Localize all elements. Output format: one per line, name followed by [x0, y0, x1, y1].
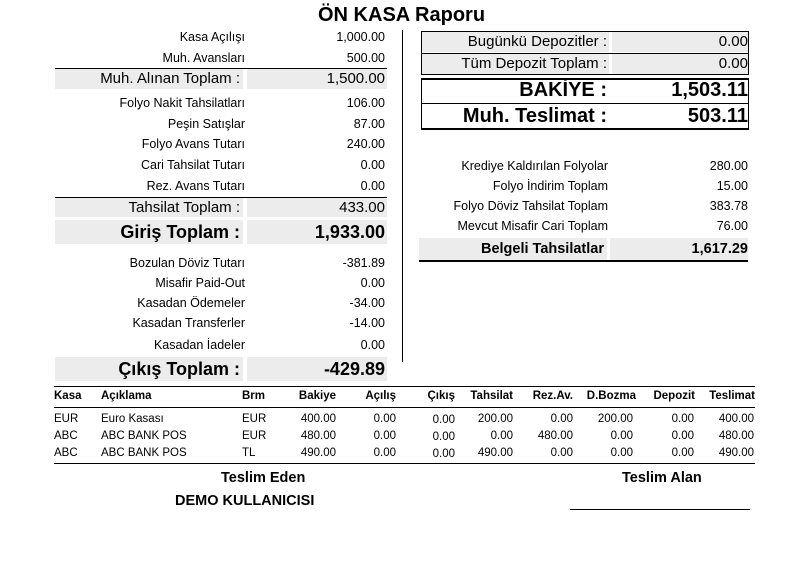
cell-acilis: 0.00 — [373, 447, 396, 459]
divider — [748, 31, 749, 75]
divider — [55, 68, 387, 69]
cell-aciklama: ABC BANK POS — [101, 430, 187, 442]
rez-avans-label: Rez. Avans Tutarı — [146, 179, 245, 193]
cell-kasa: ABC — [54, 430, 78, 442]
cell-dbozma: 200.00 — [597, 413, 633, 425]
divider — [421, 53, 749, 54]
divider — [421, 128, 749, 130]
divider — [421, 31, 749, 32]
tum-depozit-value: 0.00 — [718, 55, 748, 72]
cell-depozit: 0.00 — [671, 447, 694, 459]
mevcut-misafir-value: 76.00 — [716, 219, 748, 233]
col-tahsilat: Tahsilat — [470, 390, 513, 402]
col-rezav: Rez.Av. — [532, 390, 573, 402]
belgeli-label: Belgeli Tahsilatlar — [480, 241, 604, 257]
tahsilat-toplam-value: 433.00 — [339, 199, 385, 216]
krediye-kaldirilan-label: Krediye Kaldırılan Folyolar — [461, 159, 608, 173]
cell-bakiye: 400.00 — [300, 413, 336, 425]
cell-bakiye: 480.00 — [300, 430, 336, 442]
col-bakiye: Bakiye — [298, 390, 336, 402]
folyo-nakit-value: 106.00 — [346, 96, 385, 110]
divider — [421, 78, 422, 130]
muh-teslimat-label: Muh. Teslimat : — [462, 105, 607, 127]
cikis-toplam-value: -429.89 — [323, 359, 385, 379]
pesin-satislar-label: Peşin Satışlar — [167, 117, 245, 131]
kasadan-odemeler-value: -34.00 — [349, 296, 385, 310]
divider — [421, 31, 422, 75]
cell-cikis: 0.00 — [432, 414, 455, 426]
folyo-doviz-value: 383.78 — [709, 199, 748, 213]
table-bottom-border — [54, 463, 755, 464]
kasadan-transferler-label: Kasadan Transferler — [132, 316, 245, 330]
giris-toplam-label: Giriş Toplam : — [120, 222, 240, 242]
col-acilis: Açılış — [365, 390, 396, 402]
cell-depozit: 0.00 — [671, 430, 694, 442]
folyo-avans-value: 240.00 — [346, 137, 385, 151]
cell-bakiye: 490.00 — [300, 447, 336, 459]
cell-rezav: 0.00 — [550, 413, 573, 425]
divider — [421, 103, 749, 104]
mevcut-misafir-label: Mevcut Misafir Cari Toplam — [457, 219, 608, 233]
divider — [55, 197, 387, 198]
folyo-doviz-label: Folyo Döviz Tahsilat Toplam — [453, 199, 608, 213]
col-cikis: Çıkış — [427, 390, 455, 402]
cell-brm: EUR — [242, 430, 267, 442]
kasadan-iadeler-value: 0.00 — [360, 338, 385, 352]
muh-avanslari-label: Muh. Avansları — [162, 51, 245, 65]
signature-line — [570, 509, 750, 510]
muh-teslimat-value: 503.11 — [687, 105, 748, 127]
cell-cikis: 0.00 — [432, 448, 455, 460]
bozulan-doviz-value: -381.89 — [342, 256, 385, 270]
table-top-border — [54, 386, 755, 387]
col-teslimat: Teslimat — [709, 390, 755, 402]
cell-acilis: 0.00 — [373, 430, 396, 442]
col-depozit: Depozit — [653, 390, 695, 402]
cari-tahsilat-label: Cari Tahsilat Tutarı — [141, 158, 245, 172]
bugunku-depozit-value: 0.00 — [718, 33, 748, 50]
divider — [748, 78, 749, 130]
cell-brm: EUR — [242, 413, 267, 425]
cell-tahsilat: 0.00 — [490, 430, 513, 442]
kasadan-transferler-value: -14.00 — [349, 316, 385, 330]
kasadan-iadeler-label: Kasadan İadeler — [153, 338, 245, 352]
cell-kasa: ABC — [54, 447, 78, 459]
cikis-toplam-label: Çıkış Toplam : — [118, 359, 240, 379]
bakiye-value: 1,503.11 — [671, 79, 748, 101]
muh-alinan-value: 1,500.00 — [326, 70, 385, 87]
misafir-paidout-value: 0.00 — [360, 276, 385, 290]
cell-tahsilat: 200.00 — [477, 413, 513, 425]
cell-teslimat: 480.00 — [718, 430, 754, 442]
belgeli-value: 1,617.29 — [691, 241, 748, 257]
muh-alinan-label: Muh. Alınan Toplam : — [100, 70, 240, 87]
muh-avanslari-value: 500.00 — [346, 51, 385, 65]
table-header-border — [54, 407, 755, 408]
cell-rezav: 480.00 — [537, 430, 573, 442]
cell-brm: TL — [242, 447, 256, 459]
cell-aciklama: Euro Kasası — [101, 413, 164, 425]
kasa-acilisi-value: 1,000.00 — [336, 30, 385, 44]
krediye-kaldirilan-value: 280.00 — [709, 159, 748, 173]
cell-depozit: 0.00 — [671, 413, 694, 425]
tahsilat-toplam-label: Tahsilat Toplam : — [128, 199, 240, 216]
bozulan-doviz-label: Bozulan Döviz Tutarı — [129, 256, 245, 270]
misafir-paidout-label: Misafir Paid-Out — [155, 276, 245, 290]
cell-aciklama: ABC BANK POS — [101, 447, 187, 459]
giris-toplam-value: 1,933.00 — [314, 222, 385, 242]
col-brm: Brm — [242, 390, 266, 402]
col-aciklama: Açıklama — [101, 390, 152, 402]
cell-tahsilat: 490.00 — [477, 447, 513, 459]
teslim-alan-label: Teslim Alan — [622, 470, 702, 486]
col-dbozma: D.Bozma — [586, 390, 636, 402]
tum-depozit-label: Tüm Depozit Toplam : — [461, 55, 607, 72]
cell-teslimat: 490.00 — [718, 447, 754, 459]
folyo-indirim-value: 15.00 — [716, 179, 748, 193]
folyo-avans-label: Folyo Avans Tutarı — [141, 137, 245, 151]
cell-dbozma: 0.00 — [610, 430, 633, 442]
page-title: ÖN KASA Raporu — [318, 4, 486, 26]
kasadan-odemeler-label: Kasadan Ödemeler — [137, 296, 245, 310]
rez-avans-value: 0.00 — [360, 179, 385, 193]
pesin-satislar-value: 87.00 — [353, 117, 385, 131]
bakiye-label: BAKİYE : — [519, 79, 607, 101]
divider — [419, 260, 748, 262]
cell-kasa: EUR — [54, 413, 79, 425]
teslim-eden-label: Teslim Eden — [221, 470, 306, 486]
column-divider — [402, 30, 403, 362]
cari-tahsilat-value: 0.00 — [360, 158, 385, 172]
folyo-indirim-label: Folyo İndirim Toplam — [492, 179, 608, 193]
col-kasa: Kasa — [54, 390, 82, 402]
cell-dbozma: 0.00 — [610, 447, 633, 459]
cell-rezav: 0.00 — [550, 447, 573, 459]
kullanici-name: DEMO KULLANICISI — [175, 493, 315, 509]
kasa-acilisi-label: Kasa Açılışı — [179, 30, 245, 44]
cell-cikis: 0.00 — [432, 431, 455, 443]
bugunku-depozit-label: Bugünkü Depozitler : — [467, 33, 607, 50]
cell-acilis: 0.00 — [373, 413, 396, 425]
divider — [421, 74, 749, 75]
folyo-nakit-label: Folyo Nakit Tahsilatları — [119, 96, 245, 110]
cell-teslimat: 400.00 — [718, 413, 754, 425]
